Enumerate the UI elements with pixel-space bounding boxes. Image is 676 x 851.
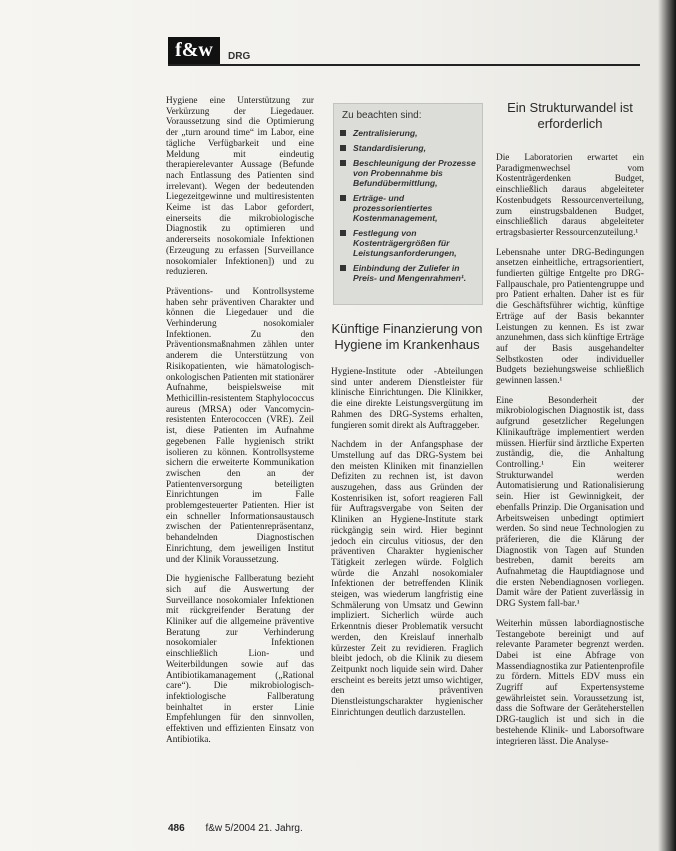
list-item [340, 228, 478, 258]
binding-shadow [658, 0, 676, 851]
paragraph: Weiterhin müssen labordiagnostische Testangebote bereinigt und auf relevante Parameter begrenzt werden. Dabei ist eine Abfrage von Massendiagnostika zur Patientenprofile zu fördern. Mittels EDV muss ein Zugriff auf Expertensysteme gewährleistet sein. Voraussetzung ist, dass die Software der Geräteherstellen DRG-tauglich ist und sich in die bestehende Klinik- und Laborsoftware integrieren lässt. Die Analyse- [496, 618, 644, 747]
list-item [340, 158, 478, 188]
section-heading: Künftige Finanzierung von Hygiene im Krankenhaus [331, 321, 483, 352]
paragraph: Hygiene-Institute oder -Abteilungen sind unter anderem Dienstleister für klinische Einrichtungen. Die Klinikker, die eine direkte Leistungsvergütung im Rahmen des DRG-Systems erhalten, fungieren somit direkt als Auftraggeber. [331, 367, 483, 431]
paragraph: Eine Besonderheit der mikrobiologischen Diagnostik ist, dass aufgrund gesetzlicher Regelungen Klinikaufträge implementiert werden müssen. Hierfür sind ärztliche Experten zuständig, die, die Anhaltung Controlling.¹ Ein weiterer Strukturwandel werden Automatisierung und Rationalisierung sein. Hier ist Gewinnigkeit, der ebenfalls Prinzip. Die Organisation und Arbeitsweisen unbedingt optimiert werden. So sind neue Technologien zu präferieren, die die Klärung der Diagnostik von Tagen auf Stunden bestreben, damit bereits am Aufnahmetag die Hauptdiagnose und die ersten Nebendiagnosen vorliegen. Damit wäre der Patient zuverlässig in DRG System fall-bar.¹ [496, 395, 644, 610]
square-bullet-icon [340, 130, 346, 136]
info-box-list [340, 128, 478, 288]
square-bullet-icon [340, 265, 346, 271]
paragraph: Hygiene eine Unterstützung zur Verkürzung der Liegedauer. Voraussetzung sind die Optimierung der „turn around time“ im Labor, eine tägliche Verfügbarkeit und eine Meldung mit eindeutig therapierelevanter Aussage (Befunde nach Entlassung des Patienten sind irrelevant). Wegen der bedeutenden Liegezeitgewinne und multiresistenten Keime ist das Labor gefordert, einerseits die mikrobiologische Diagnostik zu optimieren und andererseits nosokomiale Infektionen (Erzeugung zu erfassen [Surveillance nosokomialer Infektionen]) und zu reduzieren. [166, 96, 314, 278]
list-item [340, 143, 478, 153]
page-number: 486 [168, 823, 185, 834]
list-item-text: Festlegung von Kostenträgergrößen für Leistungsanforderungen, [353, 228, 457, 258]
column-left [166, 96, 314, 754]
journal-issue: f&w 5/2004 21. Jahrg. [205, 823, 303, 834]
list-item [340, 128, 478, 138]
square-bullet-icon [340, 230, 346, 236]
info-box [333, 103, 483, 305]
list-item [340, 193, 478, 223]
column-middle [331, 367, 483, 728]
square-bullet-icon [340, 145, 346, 151]
list-item-text: Zentralisierung, [353, 128, 418, 138]
column-right [496, 153, 644, 756]
list-item-text: Beschleunigung der Prozesse von Probennahme bis Befundübermittlung, [353, 158, 476, 188]
section-heading: Ein Strukturwandel ist erforderlich [507, 100, 633, 131]
journal-logo: f&w [168, 37, 220, 64]
page-footer [168, 823, 303, 834]
paragraph: Die Laboratorien erwartet ein Paradigmenwechsel vom Kostenträgerdenken Budget, einschließlich daraus abgeleiteter Kostenbudgets Ressourcenverteilung, zum einstrugsbaldenen Budget, einschließlich daraus abgeleiteter ertragsbasierter Ressourcenzuteilung.¹ [496, 153, 644, 238]
list-item-text: Einbindung der Zuliefer in Preis- und Mengenrahmen¹. [353, 263, 467, 283]
paragraph: Die hygienische Fallberatung bezieht sich auf die Auswertung der Surveillance nosokomialer Infektionen mit rückgreifender Beratung der Kliniker auf die allgemeine präventive Beratung zur Verhinderung nosokomialer Infektionen einschließlich Lion- und Weiterbildungen sowie auf das Antibiotikamanagement („Rational care“). Die mikrobiologisch-infektiologische Fallberatung beinhaltet in erster Linie Empfehlungen für den sinnvollen, effektiven und effizienten Einsatz von Antibiotika. [166, 574, 314, 745]
square-bullet-icon [340, 195, 346, 201]
list-item-text: Standardisierung, [353, 143, 427, 153]
list-item [340, 263, 478, 283]
section-label: DRG [228, 51, 251, 62]
paragraph: Lebensnahe unter DRG-Bedingungen ansetzen einheitliche, ertragsorientiert, fundierten gültige Entgelte pro DRG-Fallpauschale, pro Patientengruppe und pro Patient erhalten. Daher ist es für die Geschäftsführer wichtig, künftige Erträge auf der Basis bekannter Leistungen zu kennen. Es ist zwar anzunehmen, dass sich künftige Erträge auf der Basis ausgehandelter Selbstkosten oder individueller Budgets beziehungsweise schließlich gewinnen lassen.¹ [496, 247, 644, 387]
info-box-title: Zu beachten sind: [342, 110, 422, 121]
square-bullet-icon [340, 160, 346, 166]
header-rule [168, 64, 640, 66]
paragraph: Präventions- und Kontrollsysteme haben sehr präventiven Charakter und können die Liegedauer und die Verhinderung nosokomialer Infektionen. Zu den Präventionsmaßnahmen zählen unter anderem die Unterstützung von Risikopatienten, wie hämatologisch-onkologischen Patienten mit stationärer Aufnahme, beispielsweise mit Methicillin-resistentem Staphylococcus aureus (MRSA) oder Vancomycin-resistenten Enterococcen (VRE). Zeil ist, diese Patienten im Aufnahme gegebenen Falle hygienisch strikt isolieren zu können. Kontrollsysteme sichern die erweiterte Kommunikation zwischen den an der Patientenversorgung beteiligten Einrichtungen im Falle problemgesteuerter Patienten. Hier ist ein schneller Informationsaustausch zwischen der Patientenrepräsentanz, behandelnden Diagnostischen Einrichtung, dem jeweiligen Institut und der Klinik Voraussetzung. [166, 286, 314, 565]
list-item-text: Erträge- und prozessorientiertes Kostenmanagement, [353, 193, 438, 223]
paragraph: Nachdem in der Anfangsphase der Umstellung auf das DRG-System bei den meisten Kliniken mit finanziellen Defiziten zu rechnen ist, ist davon auszugehen, dass aus Gründen der Kostenrisiken ist, sofort reagieren Fall für Auftragsvergabe von Seiten der Kliniken an Hygiene-Institute stark rückgängig sein wird. Hier beginnt jedoch ein circulus vitiosus, der den präventiven Charakter hygienischer Tätigkeit zerlegen würde. Folglich würde die Anzahl nosokomialer Infektionen der betreffenden Klinik steigen, was wiederum langfristig eine Schmälerung von Umsatz und Gewinn impliziert. Sicherlich würde auch Erkenntnis dieser Problematik versucht werden, den Kreislauf innerhalb kürzester Zeit zu revidieren. Fraglich bleibt jedoch, ob die Klinik zu diesem Zeitpunkt noch liquide sein wird. Daher erscheint es bereits jetzt umso wichtiger, den präventiven Dienstleistungscharakter hygienischer Einrichtungen deutlich darzustellen. [331, 440, 483, 718]
